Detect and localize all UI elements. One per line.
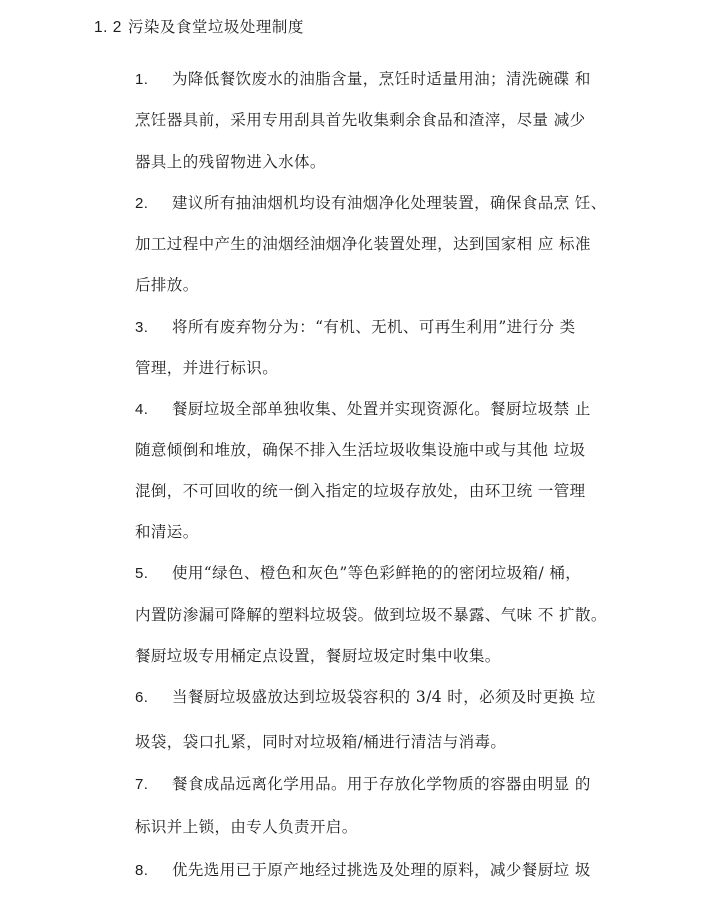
item-text: 优先选用已于原产地经过挑选及处理的原料，减少餐厨垃 圾 — [172, 861, 591, 879]
list-item-2-line-2: 加工过程中产生的油烟经油烟净化装置处理，达到国家相 应 标准 — [135, 235, 591, 253]
item-text: 为降低餐饮废水的油脂含量，烹饪时适量用油；清洗碗碟 和 — [172, 70, 591, 88]
list-item-5-line-3: 餐厨垃圾专用桶定点设置，餐厨垃圾定时集中收集。 — [135, 647, 501, 665]
list-item-3-line-1 — [135, 315, 576, 337]
list-item-3-line-2: 管理，并进行标识。 — [135, 359, 279, 377]
item-number: 6. — [135, 689, 149, 706]
section-title: 污染及食堂垃圾处理制度 — [127, 18, 304, 36]
list-item-2-line-1 — [135, 191, 607, 213]
item-number: 8. — [135, 862, 149, 879]
item-text: 使用“绿色、橙色和灰色”等色彩鲜艳的的密闭垃圾箱/ 桶， — [172, 564, 582, 582]
list-item-1-line-2: 烹饪器具前，采用专用刮具首先收集剩余食品和渣滓，尽量 减少 — [135, 111, 586, 129]
list-item-8-line-1 — [135, 858, 591, 880]
list-item-4-line-2: 随意倾倒和堆放，确保不排入生活垃圾收集设施中或与其他 垃圾 — [135, 441, 586, 459]
item-number: 4. — [135, 401, 149, 418]
item-number: 1. — [135, 71, 149, 88]
list-item-5-line-2: 内置防渗漏可降解的塑料垃圾袋。做到垃圾不暴露、气味 不 扩散。 — [135, 606, 607, 624]
list-item-1-line-1 — [135, 67, 591, 89]
list-item-7-line-2: 标识并上锁，由专人负责开启。 — [135, 818, 358, 836]
list-item-4-line-1 — [135, 397, 591, 419]
list-item-7-line-1 — [135, 772, 591, 794]
item-text: 餐食成品远离化学用品。用于存放化学物质的容器由明显 的 — [172, 775, 591, 793]
section-number: 1. 2 — [94, 19, 122, 36]
item-text: 将所有废弃物分为：“有机、无机、可再生利用”进行分 类 — [172, 318, 576, 336]
item-number: 7. — [135, 776, 149, 793]
item-text: 当餐厨垃圾盛放达到垃圾袋容积的 3/4 时，必须及时更换 垃 — [172, 688, 596, 706]
list-item-5-line-1 — [135, 561, 581, 583]
list-item-4-line-4: 和清运。 — [135, 523, 199, 541]
list-item-2-line-3: 后排放。 — [135, 276, 199, 294]
list-item-6-line-1 — [135, 685, 596, 707]
item-number: 2. — [135, 195, 149, 212]
item-number: 3. — [135, 319, 149, 336]
section-heading — [94, 15, 304, 37]
list-item-6-line-2: 圾袋，袋口扎紧，同时对垃圾箱/桶进行清洁与消毒。 — [135, 733, 507, 751]
list-item-1-line-3: 器具上的残留物进入水体。 — [135, 153, 326, 171]
item-number: 5. — [135, 565, 149, 582]
item-text: 建议所有抽油烟机均设有油烟净化处理装置，确保食品烹 饪、 — [172, 194, 607, 212]
item-text: 餐厨垃圾全部单独收集、处置并实现资源化。餐厨垃圾禁 止 — [172, 400, 591, 418]
list-item-4-line-3: 混倒，不可回收的统一倒入指定的垃圾存放处，由环卫统 一管理 — [135, 482, 586, 500]
